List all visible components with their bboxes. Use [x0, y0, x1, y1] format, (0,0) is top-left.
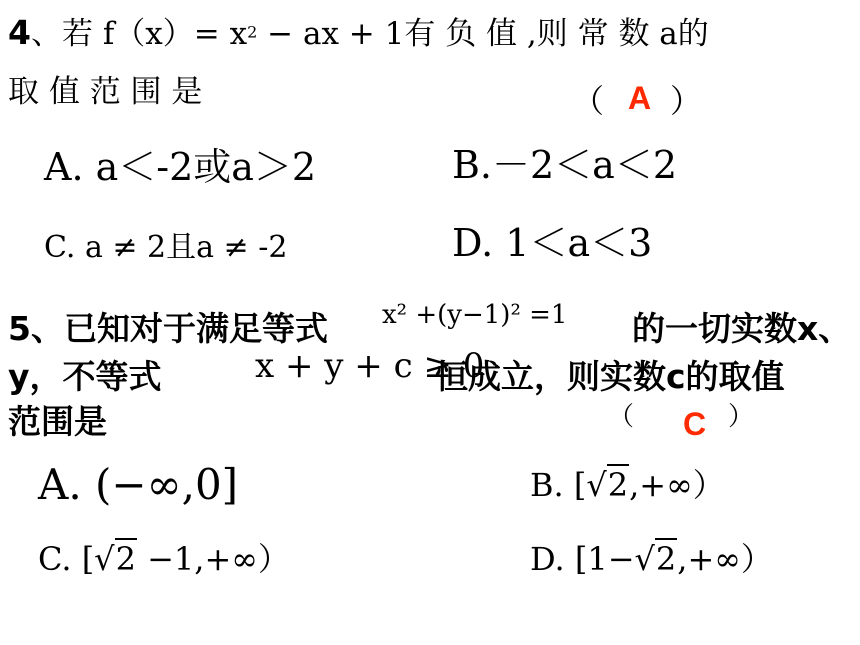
sqrt-icon: √2	[586, 466, 629, 504]
question-5-number: 5	[8, 309, 31, 348]
question-4-option-a: A. a＜-2或a＞2	[44, 145, 317, 189]
question-5-option-d-radicand: 2	[655, 540, 677, 578]
question-5-equation: x² +(y−1)² =1	[382, 300, 568, 330]
question-5-option-d-post: ,+∞）	[677, 540, 773, 578]
question-4-paren-close: ）	[670, 82, 703, 120]
question-5-option-c-post: −1,+∞）	[136, 540, 290, 578]
question-4-option-d: D. 1＜a＜3	[452, 221, 653, 265]
question-4-number: 4	[8, 13, 31, 52]
question-4-stem-line2: 取 值 范 围 是	[8, 74, 203, 110]
question-5-option-d	[530, 534, 773, 580]
question-5-option-b-post: ,+∞）	[629, 466, 725, 504]
question-4-exponent: 2	[247, 22, 258, 42]
question-5-stem-line1	[8, 303, 328, 350]
question-5-option-c-radicand: 2	[115, 540, 136, 578]
question-5-option-d-pre: D. [1−	[530, 540, 635, 578]
question-5-stem-part2: 的一切实数x、	[632, 309, 852, 348]
question-5-option-b	[530, 460, 725, 506]
sqrt-icon: √2	[634, 540, 677, 578]
question-5-line2-start: y，不等式	[8, 357, 162, 396]
question-4-stem-part1: 、若 f（x）= x	[30, 16, 248, 52]
question-5-stem-part1: 、已知对于满足等式	[30, 309, 328, 348]
question-5-option-a: A. (−∞,0]	[38, 460, 239, 509]
question-4-stem	[8, 8, 709, 53]
question-5-option-c-pre: C. [	[38, 540, 95, 578]
question-4-stem-part2: − ax + 1有 负 值 ,则 常 数 a的	[257, 16, 709, 52]
question-5-option-b-pre: B. [	[530, 466, 587, 504]
question-5-answer: C	[683, 406, 707, 442]
question-5-paren-open: （	[608, 402, 635, 432]
question-4-answer: A	[628, 80, 652, 116]
question-4-paren-open: （	[572, 82, 605, 120]
question-5-line2-end: 恒成立，则实数c的取值	[435, 357, 785, 396]
question-5-option-b-radicand: 2	[607, 466, 629, 504]
question-4-option-c: C. a ≠ 2且a ≠ -2	[44, 230, 288, 265]
question-4-option-b: B.－2＜a＜2	[452, 143, 678, 187]
sqrt-icon: √2	[94, 540, 136, 578]
question-5-option-c	[38, 534, 290, 580]
question-5-inequality: x + y + c ≥ 0	[255, 346, 485, 386]
question-5-line3: 范围是	[8, 402, 107, 441]
question-5-paren-close: ）	[728, 402, 755, 432]
